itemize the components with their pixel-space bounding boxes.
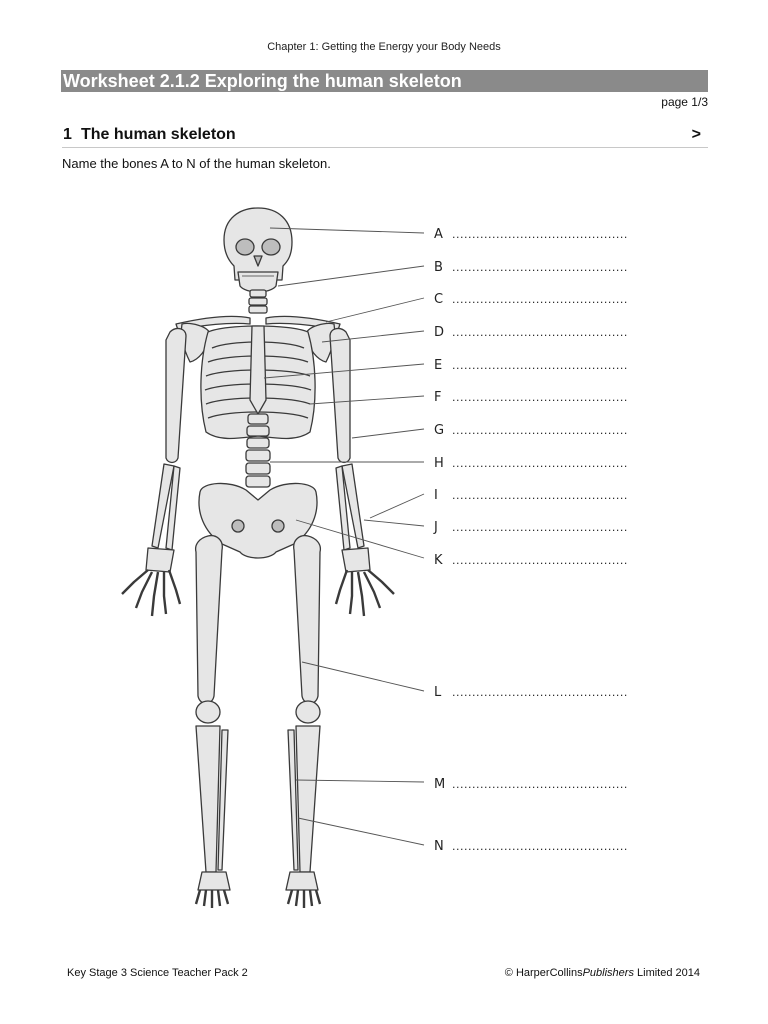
answer-blank-n[interactable]: ............................................ [452,840,628,853]
label-h-letter: H [434,456,444,471]
label-d-letter: D [434,325,445,340]
section-title: The human skeleton [81,126,236,143]
humerus-left [166,329,186,463]
chapter-header: Chapter 1: Getting the Energy your Body Needs [267,41,501,53]
femur-left [196,536,223,704]
label-e-letter: E [434,358,443,373]
section-heading [62,125,708,148]
label-j-letter: J [434,520,438,535]
humerus-right [330,329,350,463]
footer-copyright [505,967,700,979]
leader-line-l [302,662,424,691]
label-l-letter: L [434,685,442,700]
jaw [238,272,278,292]
answer-blank-c[interactable]: ............................................ [452,293,628,306]
answer-blank-e[interactable]: ............................................ [452,359,628,372]
footer-publication: Key Stage 3 Science Teacher Pack 2 [67,967,248,979]
answer-blank-b[interactable]: ............................................ [452,261,628,274]
answer-blank-g[interactable]: ............................................ [452,424,628,437]
label-a-letter: A [434,227,443,242]
copyright-prefix: © HarperCollins [504,967,583,979]
leader-line-a [270,228,424,233]
copyright-suffix: Limited 2014 [633,967,700,979]
hand-right [342,548,370,572]
leader-line-c [326,298,424,322]
leader-line-n [298,818,424,845]
label-g-letter: G [434,423,445,438]
page-number: page 1/3 [661,95,708,109]
copyright-italic: Publishers [582,967,634,979]
tibia-left [196,726,220,872]
worksheet-title: Worksheet 2.1.2 Exploring the human skeleton [63,71,462,91]
answer-blank-l[interactable]: ............................................ [452,686,628,699]
answer-blank-h[interactable]: ............................................ [452,457,628,470]
skeleton-diagram [90,200,678,912]
label-f-letter: F [434,390,442,405]
leader-line-g [352,429,424,438]
label-k-letter: K [434,553,443,568]
leader-line-f [310,396,424,404]
label-c-letter: C [434,292,444,307]
femur-right [294,536,321,704]
sternum [250,326,266,414]
label-b-letter: B [434,260,443,275]
skeleton-figure [90,200,678,912]
answer-blank-m[interactable]: ............................................ [452,778,628,791]
answer-blank-j[interactable]: ............................................ [452,521,628,534]
label-m-letter: M [434,777,446,792]
foot-left [198,872,230,890]
answer-labels [433,227,628,854]
label-i-letter: I [434,488,438,503]
tibia-right [296,726,320,872]
answer-blank-d[interactable]: ............................................ [452,326,628,339]
answer-blank-k[interactable]: ............................................ [452,554,628,567]
skull [224,208,292,280]
skeleton-drawing [122,208,394,908]
answer-blank-i[interactable]: ............................................ [452,489,628,502]
leader-line-j [364,520,424,526]
section-number: 1 [63,126,72,143]
answer-blank-a[interactable]: ............................................ [452,228,628,241]
leader-line-b [278,266,424,286]
hand-left [146,548,174,572]
next-arrow-icon[interactable]: > [691,126,701,143]
foot-right [286,872,318,890]
instruction-text: Name the bones A to N of the human skeleton. [62,156,331,171]
leader-line-i [370,494,424,518]
label-n-letter: N [434,839,444,854]
answer-blank-f[interactable]: ............................................ [452,391,628,404]
